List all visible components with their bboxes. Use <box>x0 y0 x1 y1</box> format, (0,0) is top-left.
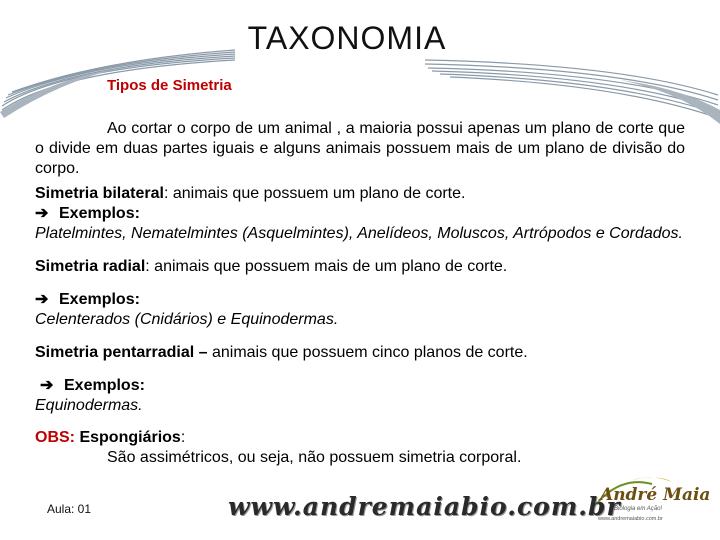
website-watermark: www.andremaiabio.com.br <box>228 492 621 521</box>
obs-term: Espongiários <box>79 429 181 446</box>
arrow-right-icon: ➔ <box>35 205 49 222</box>
pentarradial-examples-heading <box>35 376 685 396</box>
arrow-right-icon: ➔ <box>40 377 54 394</box>
svg-text:Biologia em Ação!: Biologia em Ação! <box>614 506 663 512</box>
bilateral-examples-label: Exemplos: <box>59 205 140 222</box>
bilateral-examples: Platelmintes, Nematelmintes (Asquelmintes), Anelídeos, Moluscos, Artrópodos e Cordados. <box>35 225 683 242</box>
andre-maia-logo <box>592 472 711 524</box>
svg-text:www.andremaiabio.com.br: www.andremaiabio.com.br <box>598 516 663 522</box>
obs-line <box>35 428 685 448</box>
bilateral-examples-heading <box>35 204 685 224</box>
radial-examples-heading <box>35 290 685 310</box>
obs-text: São assimétricos, ou seja, não possuem simetria corporal. <box>107 449 522 466</box>
radial-examples: Celenterados (Cnidários) e Equinodermas. <box>35 311 339 328</box>
radial-examples-label: Exemplos: <box>59 291 140 308</box>
bilateral-text: : animais que possuem um plano de corte. <box>163 185 466 202</box>
radial-text: : animais que possuem mais de um plano de corte. <box>145 258 508 275</box>
pentarradial-examples: Equinodermas. <box>35 397 143 414</box>
radial-term: Simetria radial <box>35 258 146 275</box>
pentarradial-examples-label: Exemplos: <box>64 377 145 394</box>
pentarradial-definition <box>35 343 685 363</box>
arrow-right-icon: ➔ <box>35 291 49 308</box>
page-title: TAXONOMIA <box>247 20 447 56</box>
radial-definition <box>35 257 685 277</box>
bilateral-definition <box>35 184 685 204</box>
pentarradial-term: Simetria pentarradial – <box>35 344 208 361</box>
bilateral-term: Simetria bilateral <box>35 185 164 202</box>
symmetry-content <box>35 184 685 468</box>
intro-paragraph: Ao cortar o corpo de um animal , a maioria possui apenas um plano de corte que o divide em duas partes iguais e alguns animais possuem mais de um plano de divisão do corpo. <box>35 120 685 177</box>
svg-text:André Maia: André Maia <box>600 485 711 505</box>
pentarradial-text: animais que possuem cinco planos de corte. <box>207 344 528 361</box>
obs-label: OBS: <box>35 429 75 446</box>
obs-colon: : <box>180 429 186 446</box>
section-subtitle: Tipos de Simetria <box>107 77 232 94</box>
lesson-number: Aula: 01 <box>47 502 92 516</box>
